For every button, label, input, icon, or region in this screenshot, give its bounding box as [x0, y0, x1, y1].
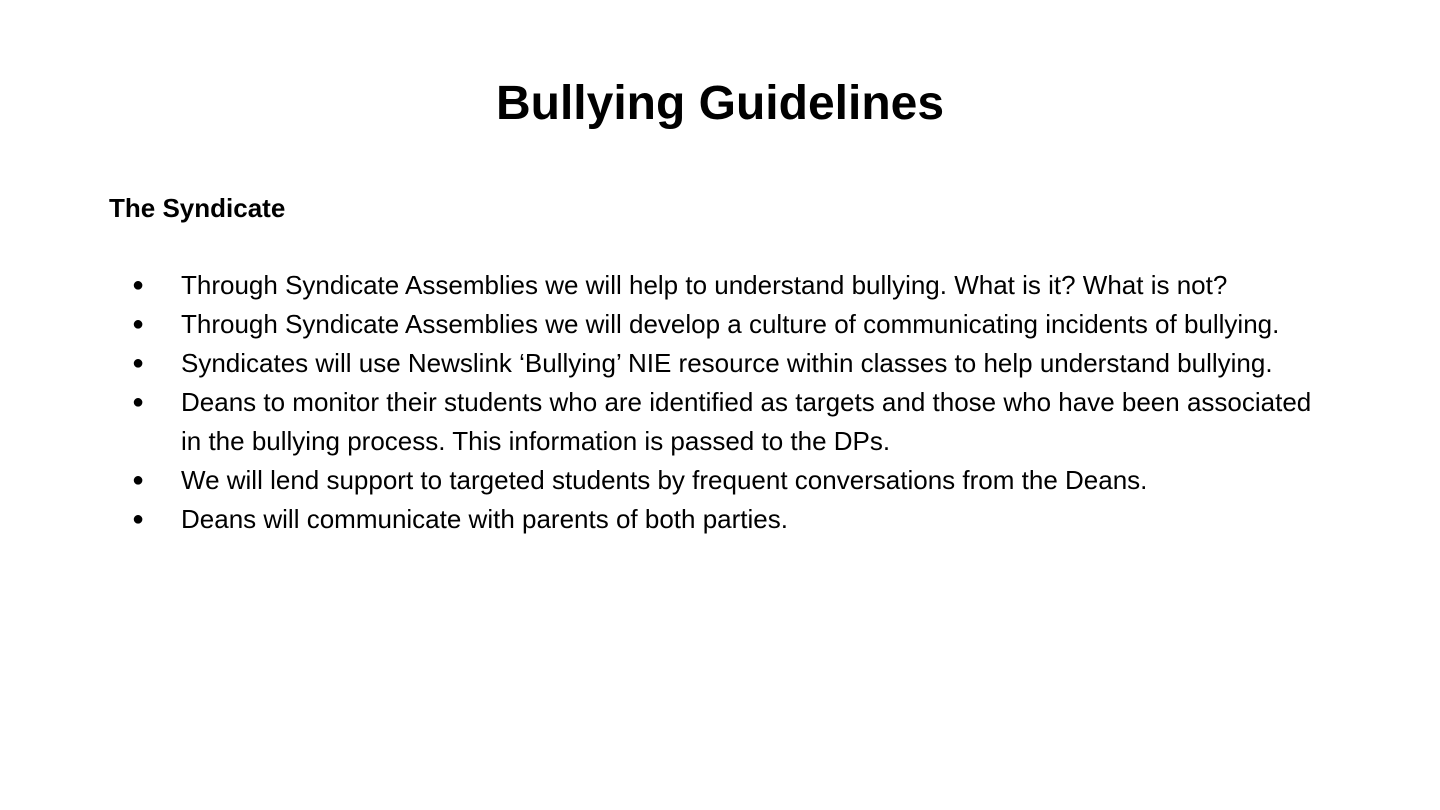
bullet-item [0, 383, 1440, 461]
bullet-item [0, 266, 1440, 305]
bullet-text: Syndicates will use Newslink ‘Bullying’ NIE resource within classes to help understand bullying. [181, 348, 1273, 378]
bullet-text: We will lend support to targeted students by frequent conversations from the Deans. [181, 465, 1148, 495]
bullet-icon: ● [131, 391, 145, 413]
bullet-item [0, 305, 1440, 344]
bullet-item [0, 344, 1440, 383]
bullet-icon: ● [131, 313, 145, 335]
bullet-list [0, 266, 1440, 539]
section-heading: The Syndicate [109, 193, 286, 223]
bullet-text: Deans will communicate with parents of both parties. [181, 504, 788, 534]
slide-title: Bullying Guidelines [495, 77, 945, 130]
bullet-icon: ● [131, 508, 145, 530]
bullet-icon: ● [131, 352, 145, 374]
bullet-item [0, 500, 1440, 539]
bullet-text: Deans to monitor their students who are identified as targets and those who have been associated in the bullying process. This information is passed to the DPs. [181, 387, 1312, 456]
bullet-icon: ● [131, 469, 145, 491]
bullet-text: Through Syndicate Assemblies we will develop a culture of communicating incidents of bullying. [181, 309, 1280, 339]
bullet-icon: ● [131, 274, 145, 296]
bullet-item [0, 461, 1440, 500]
bullet-text: Through Syndicate Assemblies we will help to understand bullying. What is it? What is not? [181, 270, 1228, 300]
